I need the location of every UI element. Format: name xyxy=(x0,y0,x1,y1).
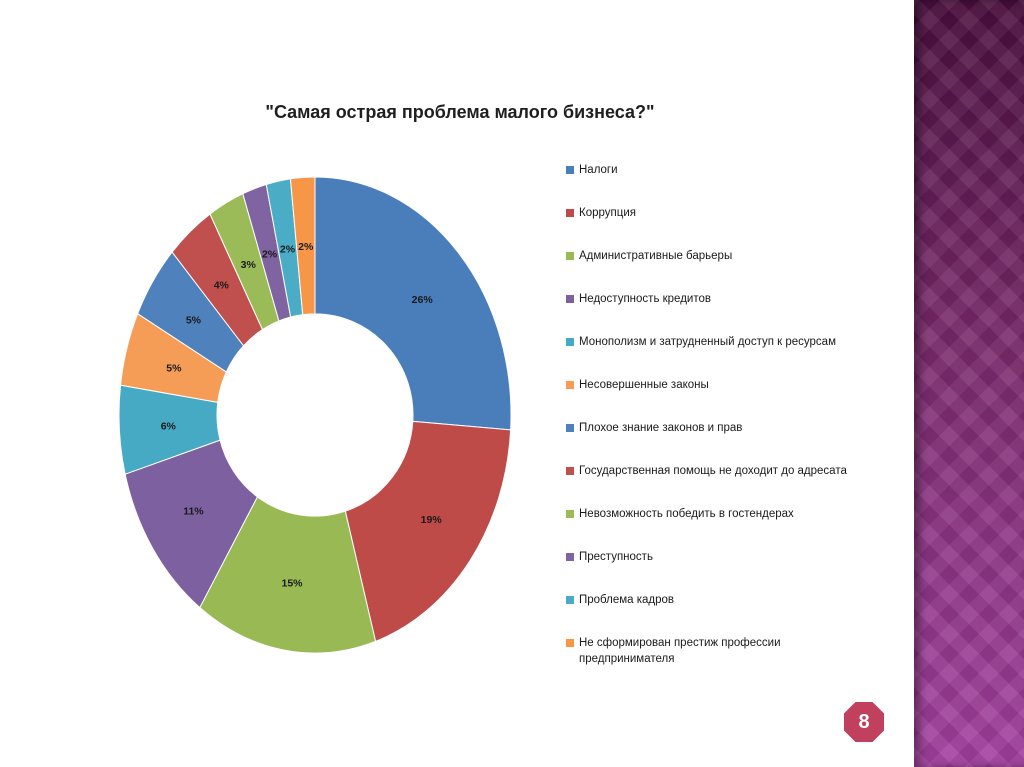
legend-label: Преступность xyxy=(579,551,653,563)
slice-value-label: 6% xyxy=(160,420,176,433)
legend-item xyxy=(566,635,856,678)
legend-label: Несовершенные законы xyxy=(579,379,709,391)
legend-swatch xyxy=(566,424,574,432)
legend-swatch xyxy=(566,596,574,604)
slice-value-label: 19% xyxy=(420,513,442,526)
legend-item xyxy=(566,592,856,635)
slice-value-label: 11% xyxy=(183,505,204,518)
decorative-side-band xyxy=(914,0,1024,767)
legend-swatch xyxy=(566,166,574,174)
slice-value-label: 3% xyxy=(240,258,256,271)
legend-item xyxy=(566,334,856,377)
legend-label: Государственная помощь не доходит до адресата xyxy=(579,465,847,477)
legend-swatch xyxy=(566,252,574,260)
legend-label: Коррупция xyxy=(579,207,636,219)
legend-swatch xyxy=(566,338,574,346)
legend-item xyxy=(566,549,856,592)
legend-label: Проблема кадров xyxy=(579,594,675,606)
donut-chart xyxy=(100,160,530,670)
donut-slice xyxy=(345,421,510,641)
legend-swatch xyxy=(566,381,574,389)
slice-value-label: 2% xyxy=(298,240,314,253)
slice-value-label: 4% xyxy=(213,279,229,292)
chart-legend xyxy=(566,162,856,678)
legend-swatch xyxy=(566,467,574,475)
legend-label: Административные барьеры xyxy=(579,250,733,262)
legend-item xyxy=(566,291,856,334)
slice-value-label: 5% xyxy=(185,314,202,327)
legend-item xyxy=(566,248,856,291)
legend-swatch xyxy=(566,510,574,518)
legend-swatch xyxy=(566,295,574,303)
legend-item xyxy=(566,205,856,248)
legend-swatch xyxy=(566,639,574,647)
legend-swatch xyxy=(566,209,574,217)
slice-value-label: 2% xyxy=(279,243,296,256)
slice-value-label: 26% xyxy=(411,293,433,306)
legend-label: Плохое знание законов и прав xyxy=(579,422,743,434)
legend-label: Монополизм и затрудненный доступ к ресурсам xyxy=(579,336,836,348)
page-number-badge xyxy=(842,700,886,744)
legend-item xyxy=(566,420,856,463)
legend-item xyxy=(566,162,856,205)
slice-value-label: 15% xyxy=(281,577,303,590)
legend-label: Не сформирован престиж профессии предпринимателя xyxy=(579,637,781,665)
page-number: 8 xyxy=(858,711,870,733)
legend-label: Недоступность кредитов xyxy=(579,293,711,305)
legend-item xyxy=(566,463,856,506)
chart-title: "Самая острая проблема малого бизнеса?" xyxy=(265,102,655,122)
legend-item xyxy=(566,377,856,420)
legend-swatch xyxy=(566,553,574,561)
legend-label: Налоги xyxy=(579,164,618,176)
legend-item xyxy=(566,506,856,549)
legend-label: Невозможность победить в гостендерах xyxy=(579,508,794,520)
slice-value-label: 5% xyxy=(166,362,182,375)
slice-value-label: 2% xyxy=(261,248,278,261)
